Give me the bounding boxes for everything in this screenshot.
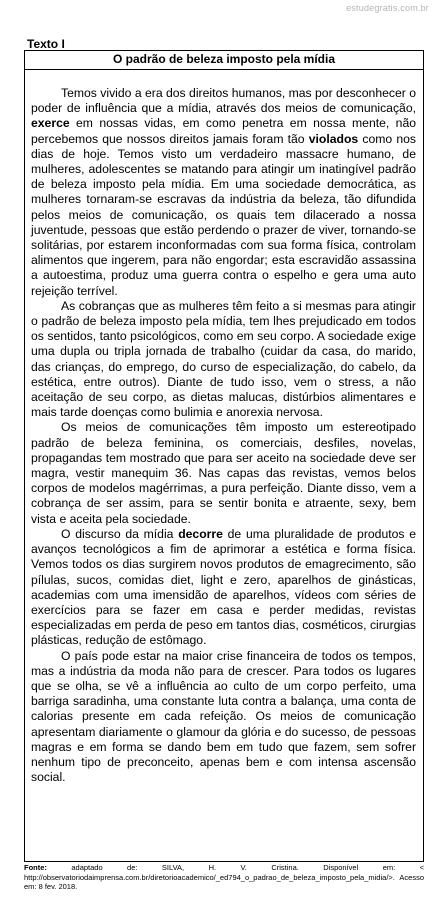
text-run: As cobranças que as mulheres têm feito a si mesmas para atingir o padrão de beleza imposto pela mídia, tem lhes prejudicado em todos os sentidos, tanto psicológicos, como em seu corpo. A sociedade exige uma dupla ou tripla jornada de trabalho (cuidar da casa, do marido, das crianças, do emprego, do curso de especialização, do cabelo, da estética, entre outros). Diante de tudo isso, vem o stress, a não aceitação de seu corpo, as dietas malucas, distúrbios alimentares e mais tarde doenças como bulimia e anorexia nervosa. xyxy=(31,298,416,420)
paragraph xyxy=(31,649,416,786)
source-text: adaptado de: SILVA, H. V. Cristina. Disponível em: < http://observatoriodaimprensa.com.br/diretorioacademico/_ed794_o_padrao_de_beleza_imposto_pela_midia/>. Acesso em: 8 fev. 2018. xyxy=(24,863,424,892)
article-title: O padrão de beleza imposto pela mídia xyxy=(25,51,423,70)
text-run: Os meios de comunicações têm imposto um estereotipado padrão de beleza feminina, os comerciais, desfiles, novelas, propagandas tem mostrado que para ser aceito na sociedade deve ser magra, vestir manequim 36. Nas capas das revistas, vemos belos corpos de modelos magérrimas, a pura perfeição. Diante disso, vem a cobrança de ser assim, para se sentir bonita e atraente, sexy, bem vista e aceita pela sociedade. xyxy=(31,420,416,526)
article-box xyxy=(24,50,424,862)
text-run: como nos dias de hoje. Temos visto um verdadeiro massacre humano, de mulheres, adolescentes se matando para atingir um inatingível padrão de beleza imposto pela mídia. Em uma sociedade democrática, as mulheres tornaram-se escravas da indústria da beleza, tão difundida pelos meios de comunicação, os quais tem dilacerado a nossa juventude, pessoas que estão perdendo o prazer de viver, tornando-se solitárias, por estarem inconformadas com sua forma física, controlam alimentos que ingerem, para não engordar; esta escravidão assassina a autoestima, produz uma guerra contra o espelho e gera uma auto rejeição terrível. xyxy=(31,131,416,298)
source-label: Fonte: xyxy=(24,863,47,872)
article-body xyxy=(25,70,423,785)
paragraph xyxy=(31,86,416,299)
text-label: Texto I xyxy=(27,37,65,51)
text-run: em nossas vidas, em como penetra em nossa mente, não percebemos que nossos direitos jamais foram tão xyxy=(31,116,416,146)
paragraph xyxy=(31,299,416,421)
text-run: O discurso da mídia xyxy=(61,526,179,541)
text-run: de uma pluralidade de produtos e avanços tecnológicos a fim de aprimorar a estética e forma física. Vemos todos os dias surgirem novos produtos de emagrecimento, são pílulas, sucos, comidas diet, light e zero, aparelhos de ginásticas, academias com uma imensidão de aparelhos, vídeos com séries de exercícios para se fazer em casa e perder medidas, revistas especializadas em perda de peso em tantos dias, cosméticos, cirurgias plásticas, redução de estômago. xyxy=(31,526,416,648)
paragraph xyxy=(31,527,416,649)
paragraph xyxy=(31,420,416,526)
text-run: O país pode estar na maior crise financeira de todos os tempos, mas a indústria da moda não para de crescer. Para todos os lugares que se olha, se vê a influência ao culto de um corpo perfeito, uma barriga saradinha, uma constante luta contra a balança, uma conta de calorias presente em cada refeição. Os meios de comunicação apresentam diariamente o glamour da glória e do sucesso, de pessoas magras e em forma se dando bem em tudo que fazem, sem sofrer nenhum tipo de preconceito, apenas bem e com intensa ascensão social. xyxy=(31,648,416,785)
bold-word: exerce xyxy=(31,116,70,131)
text-run: Temos vivido a era dos direitos humanos, mas por desconhecer o poder de influência que a mídia, através dos meios de comunicação, xyxy=(31,86,416,116)
watermark: estudegratis.com.br xyxy=(346,3,429,13)
bold-word: violados xyxy=(308,131,359,146)
bold-word: decorre xyxy=(178,526,223,541)
source-citation xyxy=(24,863,424,892)
